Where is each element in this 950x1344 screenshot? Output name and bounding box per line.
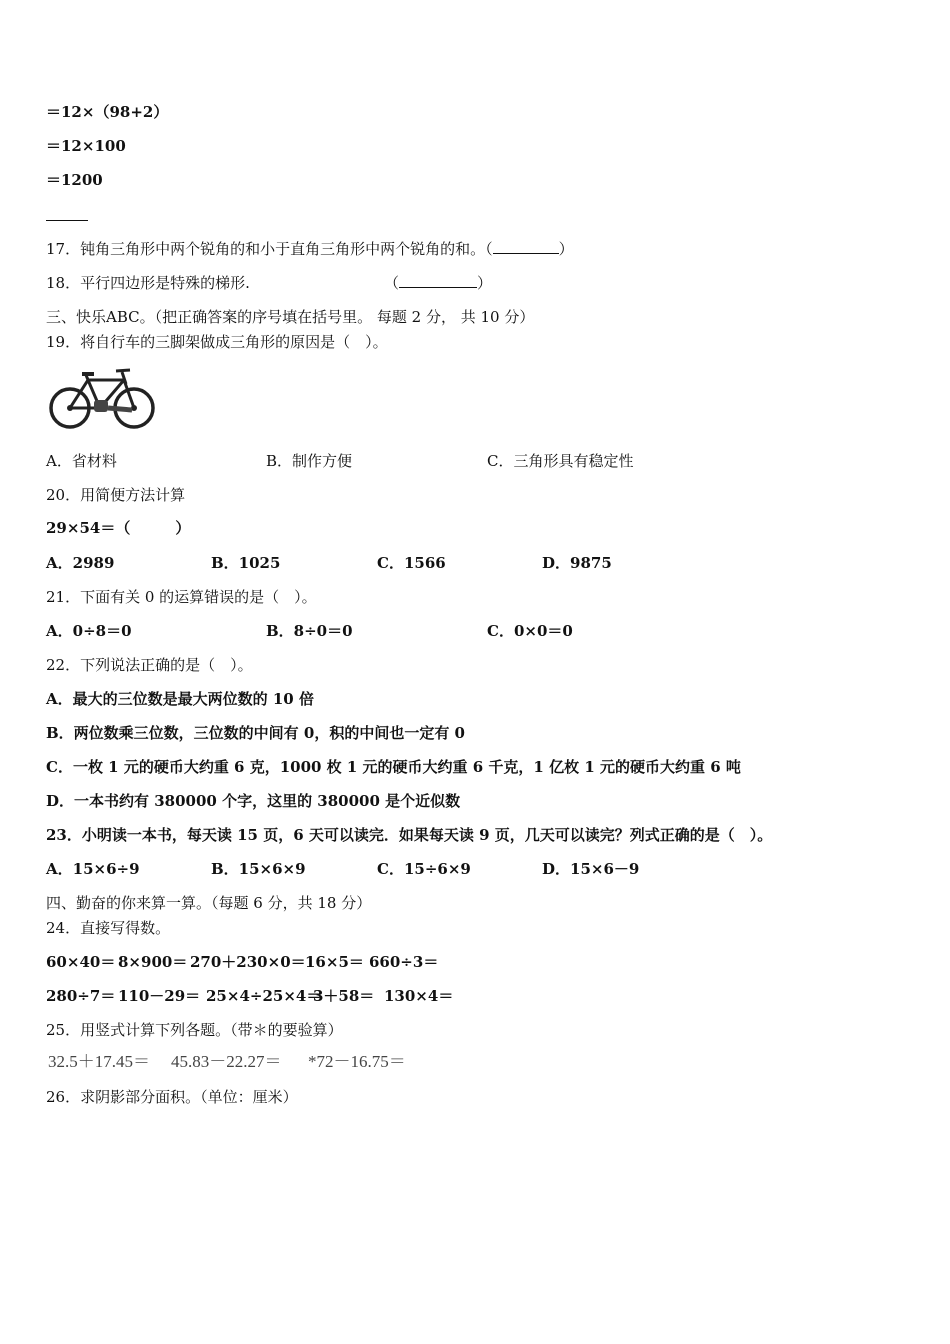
question-22-option-c[interactable]: C．一枚 1 元的硬币大约重 6 克，1000 枚 1 元的硬币大约重 6 千克，1 亿枚 1 元的硬币大约重 6 吨 (46, 758, 741, 776)
question-25-stem: 25．用竖式计算下列各题。（带＊的要验算） (46, 1021, 343, 1039)
question-18-answer (384, 273, 492, 293)
vertical-calc-item: 45.83－22.27＝ (171, 1052, 282, 1071)
question-23-option-b[interactable]: B．15×6×9 (211, 860, 306, 878)
question-20-option-b[interactable]: B．1025 (211, 554, 281, 572)
calc-item: 660÷3＝ (369, 953, 439, 971)
question-21-option-b[interactable]: B．8÷0＝0 (266, 622, 353, 640)
question-21-option-a[interactable]: A．0÷8＝0 (46, 622, 132, 640)
question-22-option-a[interactable]: A．最大的三位数是最大两位数的 10 倍 (46, 690, 314, 708)
question-20-option-d[interactable]: D．9875 (542, 554, 612, 572)
question-19-option-a[interactable]: A．省材料 (46, 452, 117, 470)
question-21-stem: 21．下面有关 0 的运算错误的是（ ）。 (46, 588, 317, 606)
answer-divider (46, 220, 88, 221)
question-23-option-c[interactable]: C．15÷6×9 (377, 860, 471, 878)
question-18-open: （ (384, 274, 400, 292)
solution-line-3: ＝1200 (46, 171, 103, 189)
question-18-blank[interactable] (399, 273, 477, 288)
calc-item: 110－29＝ (118, 987, 201, 1005)
calc-item: 16×5＝ (305, 953, 364, 971)
question-17-close: ） (558, 240, 574, 258)
question-23-option-a[interactable]: A．15×6÷9 (46, 860, 140, 878)
calc-item: 130×4＝ (384, 987, 454, 1005)
calc-item: 270＋230×0＝ (190, 953, 306, 971)
question-21-option-c[interactable]: C．0×0＝0 (487, 622, 573, 640)
question-20-stem: 20．用简便方法计算 (46, 486, 186, 504)
question-24-stem: 24．直接写得数。 (46, 919, 171, 937)
bicycle-icon (48, 362, 156, 432)
question-17-blank[interactable] (493, 239, 559, 254)
question-22-stem: 22．下列说法正确的是（ ）。 (46, 656, 253, 674)
question-18 (46, 273, 250, 293)
question-23-option-d[interactable]: D．15×6－9 (542, 860, 640, 878)
question-18-text: 18．平行四边形是特殊的梯形. (46, 274, 250, 292)
calc-item: 25×4÷25×4＝ (206, 987, 322, 1005)
section-3-heading: 三、快乐ABC。（把正确答案的序号填在括号里。 每题 2 分， 共 10 分） (46, 308, 535, 326)
calc-item: 60×40＝ (46, 953, 116, 971)
question-26-stem: 26．求阴影部分面积。（单位：厘米） (46, 1088, 298, 1106)
vertical-calc-item: 32.5＋17.45＝ (48, 1052, 150, 1071)
calc-item: 3＋58＝ (313, 987, 375, 1005)
question-17-text: 17．钝角三角形中两个锐角的和小于直角三角形中两个锐角的和。（ (46, 240, 493, 258)
vertical-calc-item: *72－16.75＝ (308, 1052, 406, 1071)
solution-line-1: ＝12×（98+2） (46, 103, 169, 121)
question-17 (46, 239, 574, 259)
question-19-stem: 19．将自行车的三脚架做成三角形的原因是（ ）。 (46, 333, 388, 351)
question-18-close: ） (477, 274, 493, 292)
question-20-expression: 29×54＝（ ） (46, 519, 191, 537)
question-19-option-b[interactable]: B．制作方便 (266, 452, 353, 470)
solution-line-2: ＝12×100 (46, 137, 126, 155)
section-4-heading: 四、勤奋的你来算一算。（每题 6 分，共 18 分） (46, 894, 372, 912)
calc-item: 8×900＝ (118, 953, 188, 971)
question-19-option-c[interactable]: C．三角形具有稳定性 (487, 452, 634, 470)
calc-item: 280÷7＝ (46, 987, 116, 1005)
question-20-option-a[interactable]: A．2989 (46, 554, 115, 572)
question-22-option-d[interactable]: D．一本书约有 380000 个字，这里的 380000 是个近似数 (46, 792, 461, 810)
question-20-option-c[interactable]: C．1566 (377, 554, 446, 572)
question-22-option-b[interactable]: B．两位数乘三位数，三位数的中间有 0，积的中间也一定有 0 (46, 724, 465, 742)
question-23-stem: 23．小明读一本书，每天读 15 页，6 天可以读完．如果每天读 9 页，几天可以读完？列式正确的是（ ）。 (46, 826, 773, 844)
